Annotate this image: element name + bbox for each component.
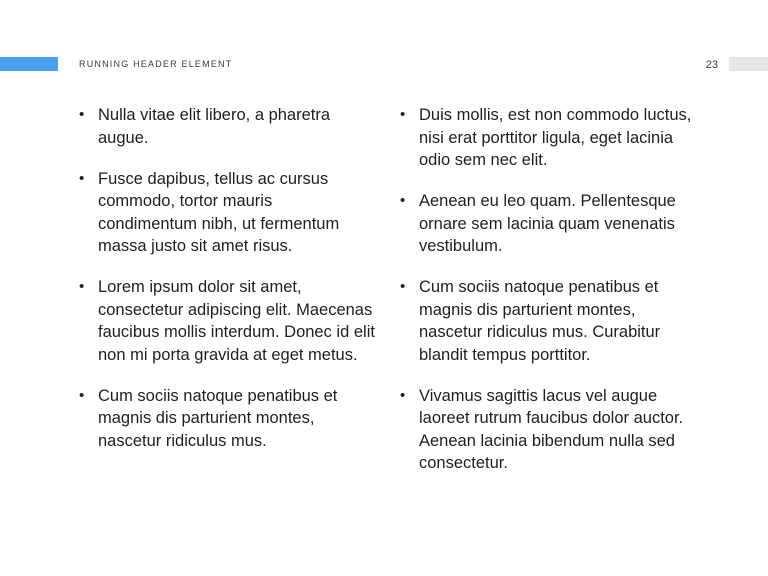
list-item-text: Duis mollis, est non commodo luctus, nisi erat porttitor ligula, eget lacinia odio sem nec elit.	[419, 106, 692, 169]
list-item-text: Lorem ipsum dolor sit amet, consectetur adipiscing elit. Maecenas faucibus mollis interdum. Donec id elit non mi porta gravida at eget metus.	[98, 278, 375, 364]
list-item	[79, 276, 375, 366]
list-item-text: Cum sociis natoque penatibus et magnis dis parturient montes, nascetur ridiculus mus.	[98, 386, 338, 450]
bullet-icon: •	[400, 386, 406, 404]
list-item	[400, 385, 700, 475]
list-item	[400, 190, 700, 258]
bullet-icon: •	[400, 192, 406, 209]
list-item-text: Nulla vitae elit libero, a pharetra augue.	[98, 106, 331, 147]
header-accent-bar	[0, 57, 58, 71]
page-number: 23	[705, 59, 718, 71]
list-item	[79, 385, 375, 453]
bullet-icon: •	[400, 106, 406, 123]
list-item-text: Fusce dapibus, tellus ac cursus commodo, tortor mauris condimentum nibh, ut fermentum massa justo sit amet risus.	[98, 169, 340, 255]
right-bullet-list	[400, 104, 700, 493]
bullet-icon: •	[79, 386, 85, 404]
list-item	[400, 104, 700, 172]
list-item-text: Cum sociis natoque penatibus et magnis dis parturient montes, nascetur ridiculus mus. Curabitur blandit tempus porttitor.	[419, 278, 661, 364]
list-item	[79, 104, 375, 149]
list-item-text: Vivamus sagittis lacus vel augue laoreet rutrum faucibus dolor auctor. Aenean lacinia bibendum nulla sed consectetur.	[419, 386, 684, 472]
bullet-icon: •	[79, 106, 85, 123]
list-item-text: Aenean eu leo quam. Pellentesque ornare sem lacinia quam venenatis vestibulum.	[419, 192, 676, 255]
list-item	[79, 168, 375, 258]
bullet-icon: •	[400, 278, 406, 295]
list-item	[400, 276, 700, 366]
running-header: RUNNING HEADER ELEMENT	[79, 59, 233, 69]
left-bullet-list	[79, 104, 375, 471]
bullet-icon: •	[79, 169, 85, 187]
bullet-icon: •	[79, 278, 85, 295]
header-gray-bar	[729, 57, 768, 71]
